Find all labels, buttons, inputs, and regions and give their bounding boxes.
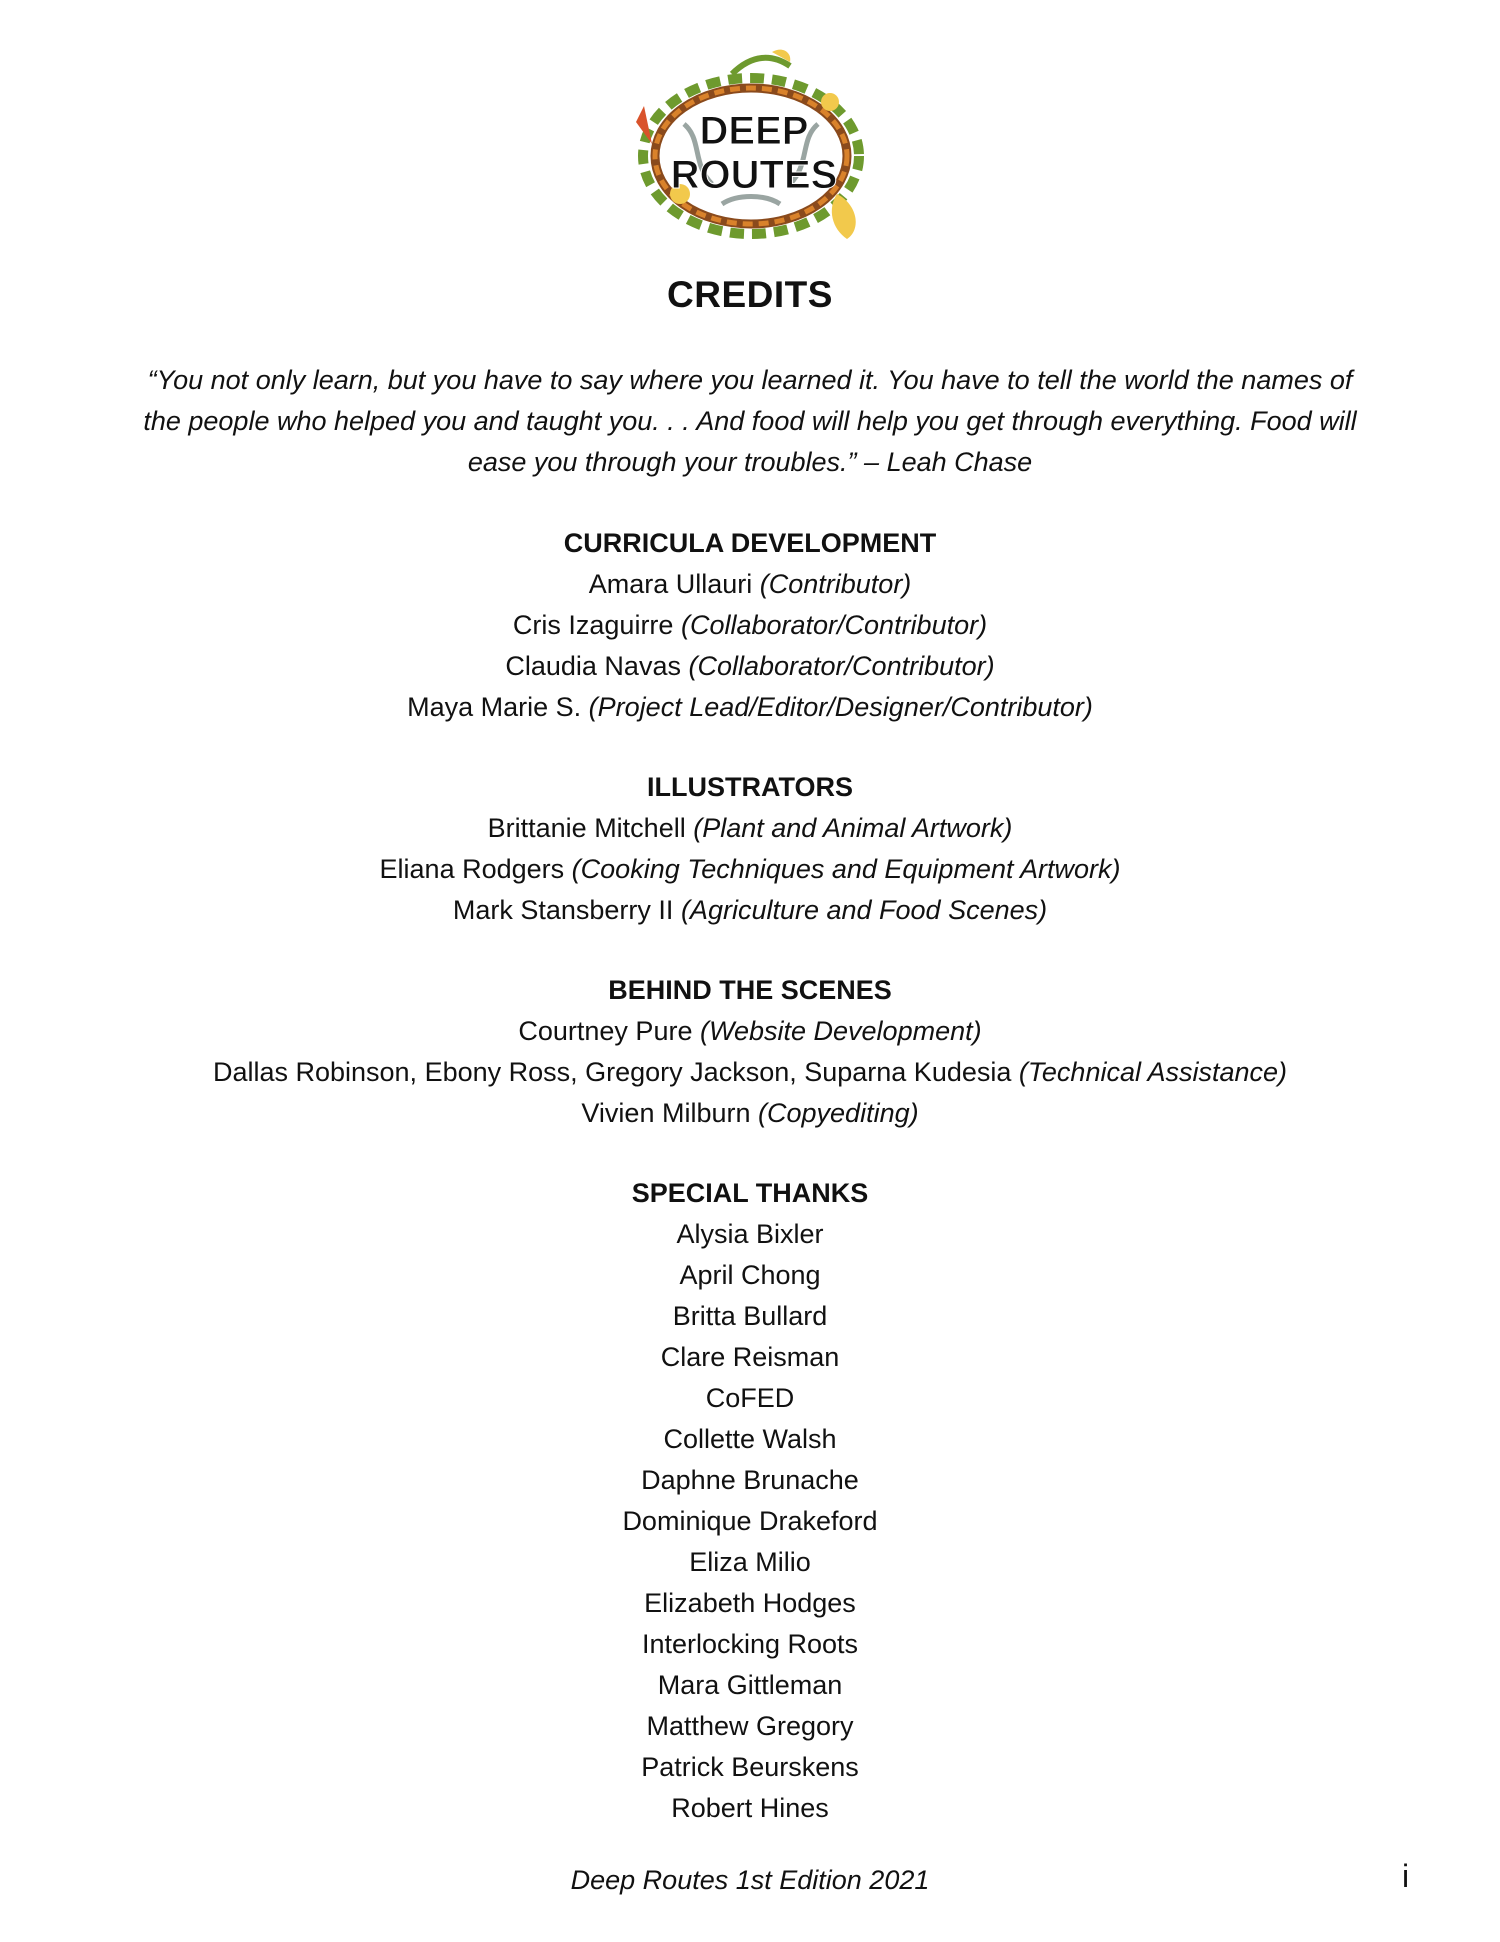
section-illustrators [0,767,1500,931]
credit-name: Mark Stansberry II [452,895,674,925]
thanks-name: Eliza Milio [689,1547,811,1577]
section-heading: BEHIND THE SCENES [608,975,892,1005]
thanks-name: April Chong [679,1260,821,1290]
thanks-name: CoFED [705,1383,795,1413]
section-curricula-development [0,523,1500,728]
credit-name: Cris Izaguirre [512,610,674,640]
credit-role: (Project Lead/Editor/Designer/Contributor) [588,692,1093,722]
credit-role: (Technical Assistance) [1018,1057,1288,1087]
page-title: CREDITS [667,274,833,315]
credit-role: (Plant and Animal Artwork) [693,813,1013,843]
thanks-name: Collette Walsh [663,1424,837,1454]
thanks-name: Interlocking Roots [641,1629,859,1659]
credit-entry [0,808,1500,849]
section-heading: CURRICULA DEVELOPMENT [563,528,937,558]
logo-text-line2: ROUTES [670,153,838,197]
thanks-name: Mara Gittleman [657,1670,843,1700]
credit-role: (Copyediting) [758,1098,919,1128]
section-heading: ILLUSTRATORS [647,772,853,802]
credit-entry [0,1052,1500,1093]
thanks-name: Patrick Beurskens [641,1752,859,1782]
thanks-name: Clare Reisman [660,1342,840,1372]
page-number: i [1402,1858,1410,1894]
thanks-name: Matthew Gregory [646,1711,854,1741]
credit-name: Maya Marie S. [407,692,582,722]
credit-entry [0,646,1500,687]
thanks-name: Dominique Drakeford [622,1506,878,1536]
deep-routes-logo [622,44,880,256]
credit-role: (Cooking Techniques and Equipment Artwork) [571,854,1121,884]
thanks-name: Robert Hines [671,1793,829,1823]
credit-role: (Contributor) [759,569,912,599]
thanks-name: Daphne Brunache [641,1465,859,1495]
credit-role: (Agriculture and Food Scenes) [680,895,1048,925]
credit-name: Vivien Milburn [581,1098,751,1128]
logo-text-line1: DEEP [699,109,809,153]
section-behind-the-scenes [0,970,1500,1134]
credit-role: (Collaborator/Contributor) [680,610,988,640]
section-heading: SPECIAL THANKS [631,1178,869,1208]
credit-name: Dallas Robinson, Ebony Ross, Gregory Jackson, Suparna Kudesia [212,1057,1012,1087]
credit-role: (Website Development) [699,1016,982,1046]
credit-entry [0,1011,1500,1052]
credit-name: Brittanie Mitchell [487,813,686,843]
credit-name: Courtney Pure [518,1016,693,1046]
credit-entry [0,605,1500,646]
leah-chase-quote: “You not only learn, but you have to say where you learned it. You have to tell the world the names of the people who helped you and taught you. . . And food will help you get through everything. Food will ease you through your troubles.” – Leah Chase [143,365,1357,477]
credit-entry [0,687,1500,728]
thanks-name: Alysia Bixler [676,1219,824,1249]
credit-name: Claudia Navas [505,651,681,681]
credit-entry [0,1093,1500,1134]
credit-entry [0,564,1500,605]
edition-footer: Deep Routes 1st Edition 2021 [570,1865,930,1895]
credit-role: (Collaborator/Contributor) [688,651,995,681]
credit-name: Amara Ullauri [588,569,753,599]
section-special-thanks [0,1173,1500,1829]
credit-entry [0,849,1500,890]
thanks-name: Elizabeth Hodges [644,1588,856,1618]
thanks-name: Britta Bullard [672,1301,828,1331]
credit-name: Eliana Rodgers [379,854,565,884]
credit-entry [0,890,1500,931]
